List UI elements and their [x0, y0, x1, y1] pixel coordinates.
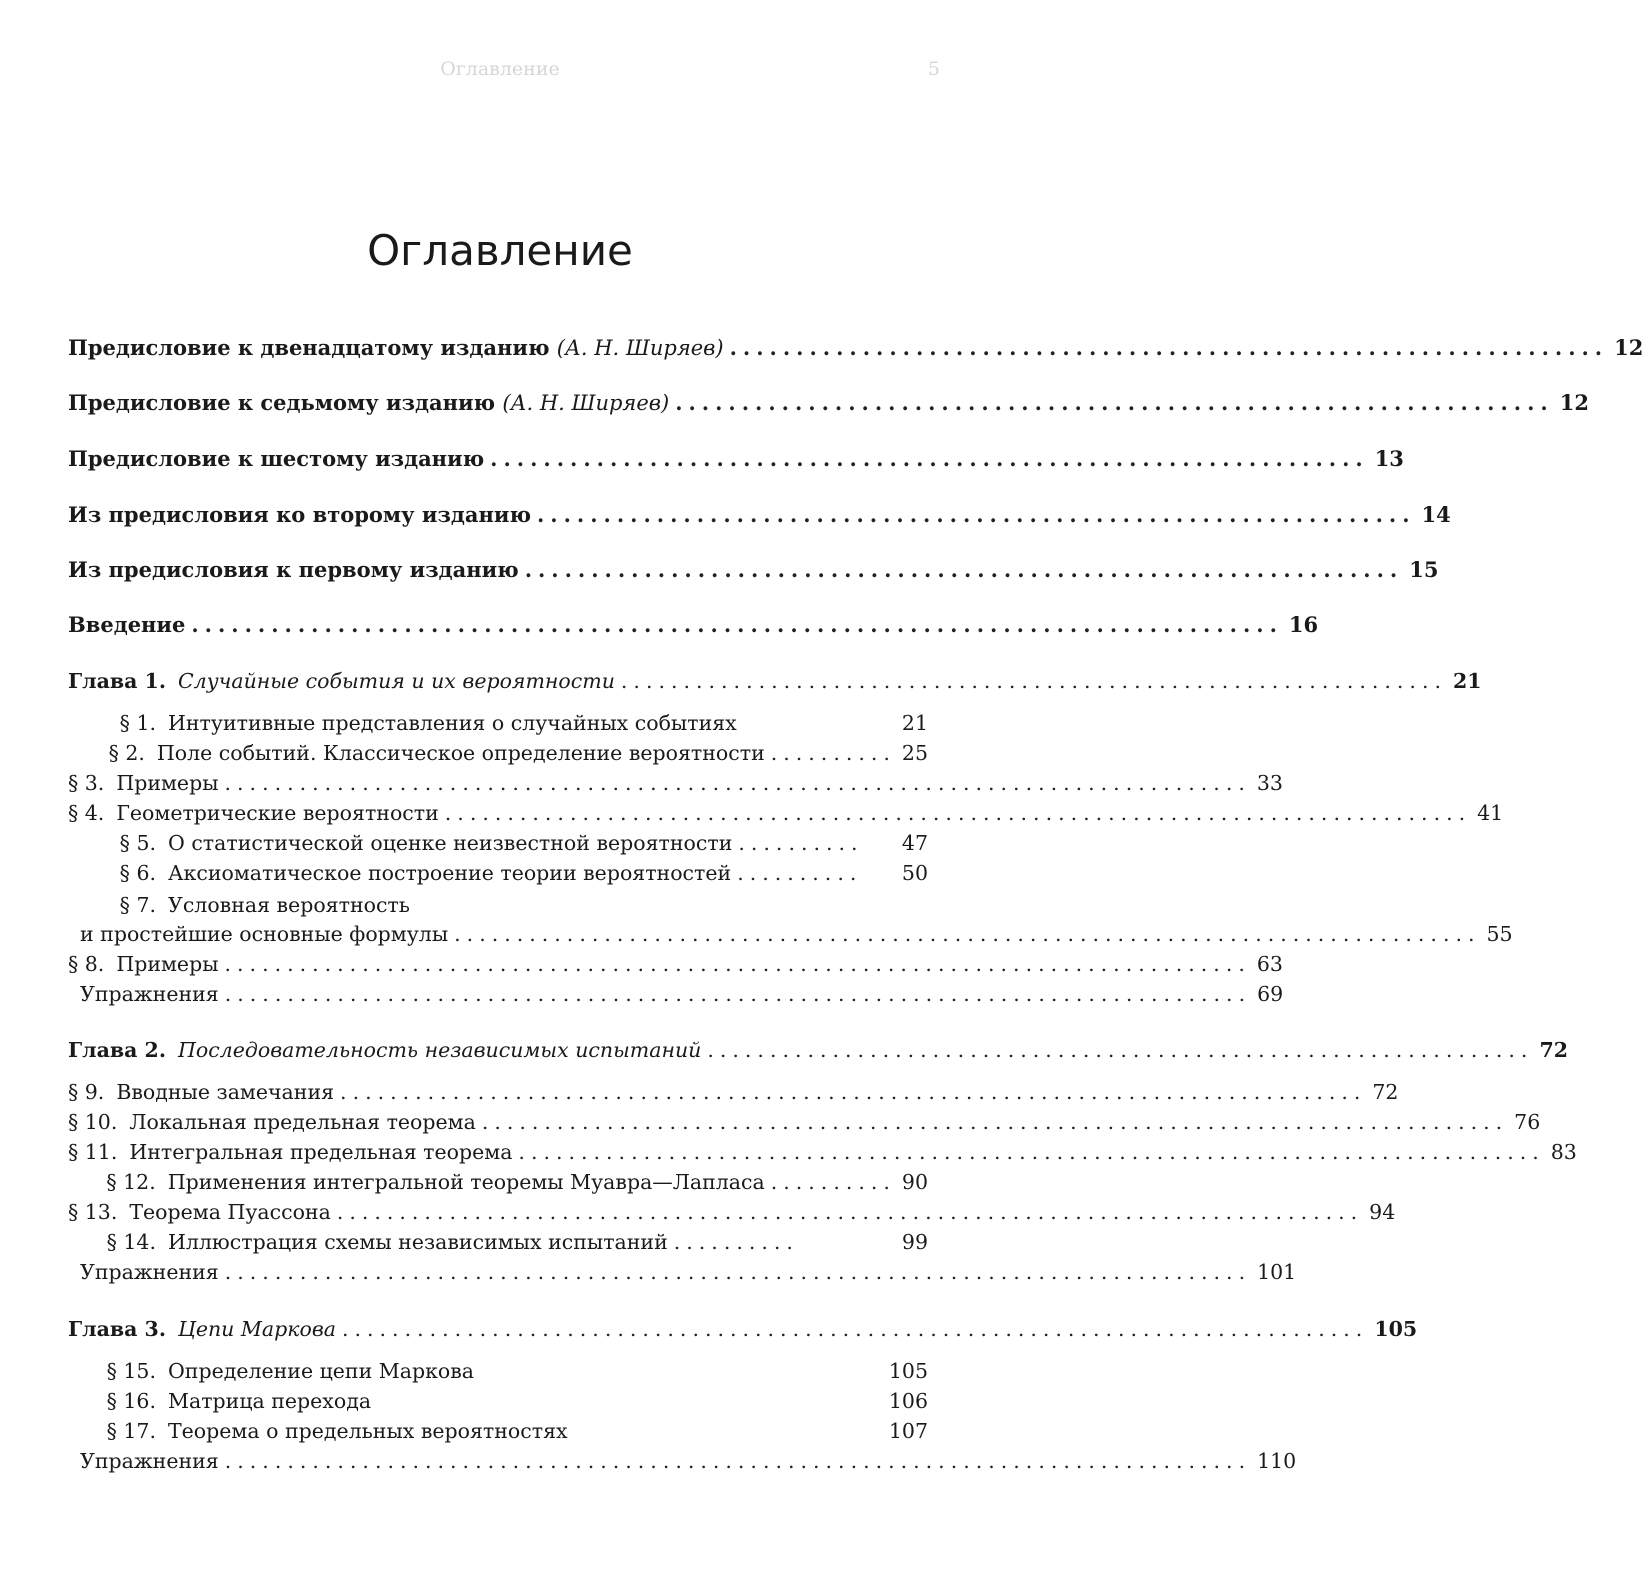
section-number: § 4.: [68, 801, 105, 825]
page-number: 12: [1559, 390, 1589, 415]
entry-title: Упражнения: [80, 1260, 219, 1284]
dot-leader: ..........: [673, 1230, 799, 1254]
dot-leader: ..................................................................................: [454, 922, 1481, 946]
dot-leader: ..................................................................................: [341, 1317, 1369, 1341]
entry-title: и простейшие основные формулы: [80, 922, 449, 946]
entry-title: (А. Н. Ширяев): [502, 391, 670, 415]
dot-leader: ..........: [770, 741, 896, 765]
page-number: 14: [1421, 502, 1451, 527]
page-number: 15: [1409, 557, 1439, 582]
toc-chapter-2[interactable]: [68, 1036, 1568, 1064]
section-number: § 13.: [68, 1200, 118, 1224]
dot-leader: ..................................................................................: [224, 982, 1252, 1006]
dot-leader: ..................................................................: [490, 446, 1369, 471]
page-number: 16: [1288, 612, 1319, 637]
page-number: 47: [901, 831, 928, 855]
entry-title: Локальная предельная теорема: [129, 1110, 476, 1134]
entry-title: Условная вероятность: [168, 893, 410, 917]
entry-title: Иллюстрация схемы независимых испытаний: [168, 1230, 668, 1254]
entry-title: Упражнения: [80, 982, 219, 1006]
page-number: 72: [1539, 1038, 1568, 1062]
entry-title: Аксиоматическое построение теории вероятностей: [168, 861, 732, 885]
dot-leader: ..................................................................................: [224, 1260, 1252, 1284]
toc-section-7[interactable]: [68, 891, 928, 919]
toc-section-15[interactable]: [68, 1357, 928, 1385]
section-number: § 6.: [119, 861, 156, 885]
page-number: 76: [1514, 1110, 1541, 1134]
entry-title: Предисловие к седьмому изданию: [68, 390, 496, 415]
entry-title: Теорема Пуассона: [129, 1200, 331, 1224]
section-number: § 14.: [106, 1230, 156, 1254]
page-number: 105: [1374, 1317, 1418, 1341]
page-number: 69: [1257, 982, 1284, 1006]
section-number: § 17.: [106, 1419, 156, 1443]
dot-leader: ..........: [770, 1170, 896, 1194]
entry-title: Предисловие к шестому изданию: [68, 446, 485, 471]
section-number: § 9.: [68, 1080, 105, 1104]
dot-leader: ..........: [737, 861, 863, 885]
toc-entry-introduction[interactable]: [68, 611, 1319, 639]
dot-leader: ..................................................................................: [336, 1200, 1364, 1224]
section-number: § 15.: [106, 1359, 156, 1383]
toc-entry-preface-7[interactable]: [68, 389, 1589, 417]
page-number: 12: [1614, 335, 1643, 360]
dot-leader: ..................................................................: [675, 390, 1554, 415]
chapter-label: Глава 2.: [68, 1038, 166, 1062]
dot-leader: ..................................................................................: [518, 1140, 1545, 1164]
entry-title: [68, 334, 724, 362]
entry-title: [68, 389, 669, 417]
entry-title: О статистической оценке неизвестной вероятности: [168, 831, 733, 855]
section-number: § 16.: [106, 1389, 156, 1413]
toc-section-4[interactable]: [68, 799, 1504, 827]
entry-title: Из предисловия к первому изданию: [68, 557, 519, 582]
dot-leader: ..................................................................................: [481, 1110, 1509, 1134]
dot-leader: ..................................................................................: [224, 1449, 1252, 1473]
page-number: 105: [888, 1359, 928, 1383]
page-number: 25: [901, 741, 928, 765]
chapter-title: Последовательность независимых испытаний: [177, 1038, 702, 1062]
chapter-title: Цепи Маркова: [177, 1317, 336, 1341]
toc-section-12[interactable]: [68, 1168, 928, 1196]
section-number: § 1.: [119, 711, 156, 735]
show-through-running-title: Оглавление 5: [440, 58, 940, 80]
page-number: 101: [1257, 1260, 1297, 1284]
dot-leader: ..................................................................: [536, 502, 1416, 527]
toc-section-3[interactable]: [68, 769, 1283, 797]
entry-title: Теорема о предельных вероятностях: [168, 1419, 568, 1443]
page-number: 55: [1486, 922, 1513, 946]
toc-exercises-ch3[interactable]: [68, 1447, 1297, 1475]
page-number: 50: [901, 861, 928, 885]
section-number: § 7.: [119, 893, 156, 917]
dot-leader: ..................................................................: [729, 335, 1609, 360]
toc-chapter-1[interactable]: [68, 667, 1482, 695]
page-number: 33: [1256, 771, 1283, 795]
section-number: § 3.: [68, 771, 105, 795]
page-number: 21: [901, 711, 928, 735]
page-number: 106: [888, 1389, 928, 1413]
toc-section-16[interactable]: [68, 1387, 928, 1415]
entry-title: Вводные замечания: [116, 1080, 335, 1104]
toc-section-6[interactable]: [68, 859, 928, 887]
page-number: 72: [1372, 1080, 1399, 1104]
entry-title: Введение: [68, 612, 186, 637]
toc-section-11[interactable]: [68, 1138, 1577, 1166]
page-title: Оглавление: [367, 226, 633, 276]
entry-title: Поле событий. Классическое определение вероятности: [156, 741, 765, 765]
entry-title: Примеры: [116, 771, 219, 795]
section-number: § 5.: [119, 831, 156, 855]
toc-entry-preface-12[interactable]: [68, 334, 1643, 362]
toc-entry-preface-6[interactable]: [68, 445, 1404, 473]
toc-exercises-ch2[interactable]: [68, 1258, 1297, 1286]
dot-leader: ..................................................................................: [191, 612, 1283, 637]
dot-leader: ..................................................................: [524, 557, 1404, 582]
toc-exercises-ch1[interactable]: [68, 980, 1284, 1008]
section-number: § 12.: [106, 1170, 156, 1194]
section-number: § 2.: [108, 741, 145, 765]
entry-title: Примеры: [116, 952, 219, 976]
section-number: § 8.: [68, 952, 105, 976]
toc-chapter-3[interactable]: [68, 1315, 1418, 1343]
chapter-label: Глава 3.: [68, 1317, 166, 1341]
dot-leader: ..................................................................................: [444, 801, 1472, 825]
entry-title: Применения интегральной теоремы Муавра—Лапласа: [167, 1170, 765, 1194]
dot-leader: ..................................................................: [707, 1038, 1534, 1062]
entry-title: Интегральная предельная теорема: [129, 1140, 513, 1164]
dot-leader: ..................................................................................: [340, 1080, 1367, 1104]
section-number: § 10.: [68, 1110, 118, 1134]
page-number: 90: [901, 1170, 928, 1194]
page-number: 94: [1369, 1200, 1396, 1224]
page-number: 41: [1477, 801, 1504, 825]
toc-entry-preface-1[interactable]: [68, 556, 1439, 584]
section-number: § 11.: [68, 1140, 118, 1164]
toc-section-14[interactable]: [68, 1228, 928, 1256]
toc-section-9[interactable]: [68, 1078, 1399, 1106]
entry-title: Предисловие к двенадцатому изданию: [68, 335, 550, 360]
entry-title: (А. Н. Ширяев): [556, 336, 724, 360]
dot-leader: ..................................................................................: [224, 771, 1251, 795]
entry-title: Из предисловия ко второму изданию: [68, 502, 531, 527]
page-number: 13: [1374, 446, 1404, 471]
entry-title: Упражнения: [80, 1449, 219, 1473]
entry-title: Интуитивные представления о случайных событиях: [168, 711, 737, 735]
page-number: 21: [1453, 669, 1482, 693]
toc-section-5[interactable]: [68, 829, 928, 857]
toc-section-7-cont[interactable]: [68, 920, 1513, 948]
toc-section-10[interactable]: [68, 1108, 1541, 1136]
toc-entry-preface-2[interactable]: [68, 501, 1451, 529]
page-number: 99: [901, 1230, 928, 1254]
page-number: 83: [1550, 1140, 1577, 1164]
toc-section-8[interactable]: [68, 950, 1283, 978]
chapter-title: Случайные события и их вероятности: [177, 669, 615, 693]
page-number: 107: [888, 1419, 928, 1443]
toc-section-1[interactable]: [68, 709, 928, 737]
toc-section-17[interactable]: [68, 1417, 928, 1445]
table-of-contents: [68, 0, 1643, 1570]
toc-section-13[interactable]: [68, 1198, 1396, 1226]
dot-leader: ..................................................................: [620, 669, 1447, 693]
page-number: 110: [1257, 1449, 1297, 1473]
dot-leader: ..................................................................................: [224, 952, 1251, 976]
toc-section-2[interactable]: [68, 739, 928, 767]
entry-title: Матрица перехода: [168, 1389, 372, 1413]
dot-leader: ..........: [738, 831, 864, 855]
page-number: 63: [1256, 952, 1283, 976]
chapter-label: Глава 1.: [68, 669, 166, 693]
entry-title: Геометрические вероятности: [116, 801, 439, 825]
entry-title: Определение цепи Маркова: [168, 1359, 475, 1383]
